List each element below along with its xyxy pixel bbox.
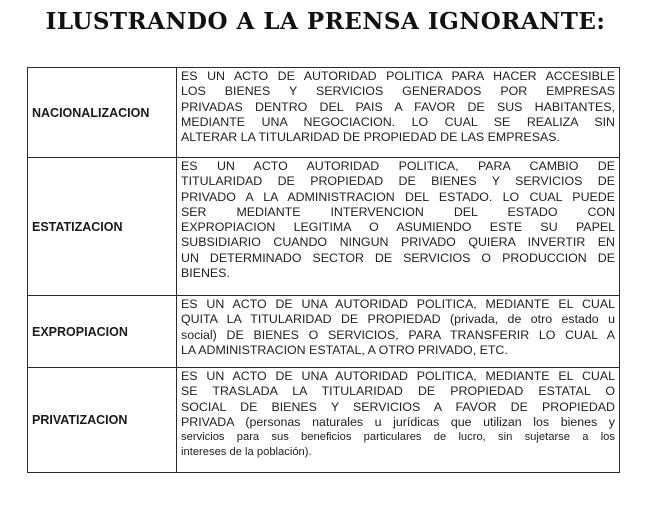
definitions-table xyxy=(27,67,620,473)
definition-line: PRIVADA (personas naturales u jurídicas que utilizan los bienes y xyxy=(181,414,615,429)
definition-line: ES UN ACTO DE UNA AUTORIDAD POLITICA, MEDIANTE EL CUAL xyxy=(181,297,615,311)
definition-line: LA ADMINISTRACION ESTATAL, A OTRO PRIVADO, ETC. xyxy=(181,342,508,357)
definition-line: ES UN ACTO DE AUTORIDAD POLITICA PARA HACER ACCESIBLE xyxy=(181,69,615,83)
definition-line: BIENES. xyxy=(181,266,230,281)
table-row xyxy=(28,158,620,296)
definition-line: TITULARIDAD DE PROPIEDAD DE BIENES Y SERVICIOS DE xyxy=(181,174,615,189)
definition-line: PRIVADAS DENTRO DEL PAIS A FAVOR DE SUS HABITANTES, xyxy=(181,99,615,114)
definition-line: SUBSIDIARIO CUANDO NINGUN PRIVADO QUIERA INVERTIR EN xyxy=(181,235,615,250)
table-row xyxy=(28,368,620,473)
definition-line: UN DETERMINADO SECTOR DE SERVICIOS O PRODUCCION DE xyxy=(181,250,615,265)
definition-line: social) DE BIENES O SERVICIOS, PARA TRANSFERIR LO CUAL A xyxy=(181,327,615,342)
definition-cell xyxy=(177,68,620,158)
page-title: ILUSTRANDO A LA PRENSA IGNORANTE: xyxy=(45,8,606,35)
term-cell: PRIVATIZACION xyxy=(28,368,177,473)
definition-line: SOCIAL DE BIENES Y SERVICIOS A FAVOR DE PROPIEDAD xyxy=(181,399,615,414)
definition-cell xyxy=(177,368,620,473)
definition-line: intereses de la población). xyxy=(181,446,312,459)
definition-line: PRIVADO A LA ADMINISTRACION DEL ESTADO. LO CUAL PUEDE xyxy=(181,189,615,204)
definition-line: LOS BIENES Y SERVICIOS GENERADOS POR EMPRESAS xyxy=(181,84,615,99)
definition-line: SE TRASLADA LA TITULARIDAD DE PROPIEDAD ESTATAL O xyxy=(181,384,615,399)
table-row xyxy=(28,296,620,368)
definition-line: servicios para sus beneficios particulares de lucro, sin sujetarse a los xyxy=(181,431,615,444)
definition-line: SER MEDIANTE INTERVENCION DEL ESTADO CON xyxy=(181,204,615,219)
term-cell: EXPROPIACION xyxy=(28,296,177,368)
definition-line: ES UN ACTO DE UNA AUTORIDAD POLITICA, MEDIANTE EL CUAL xyxy=(181,369,615,383)
definition-cell xyxy=(177,296,620,368)
definition-line: QUITA LA TITULARIDAD DE PROPIEDAD (privada, de otro estado u xyxy=(181,312,615,327)
definition-line: EXPROPIACION LEGITIMA O ASUMIENDO ESTE SU PAPEL xyxy=(181,220,615,235)
term-cell: NACIONALIZACION xyxy=(28,68,177,158)
definition-cell xyxy=(177,158,620,296)
term-cell: ESTATIZACION xyxy=(28,158,177,296)
definition-line: MEDIANTE UNA NEGOCIACION. LO CUAL SE REALIZA SIN xyxy=(181,114,615,129)
definition-line: ES UN ACTO AUTORIDAD POLITICA, PARA CAMBIO DE xyxy=(181,159,615,173)
table-row xyxy=(28,68,620,158)
definition-line: ALTERAR LA TITULARIDAD DE PROPIEDAD DE LAS EMPRESAS. xyxy=(181,130,560,145)
